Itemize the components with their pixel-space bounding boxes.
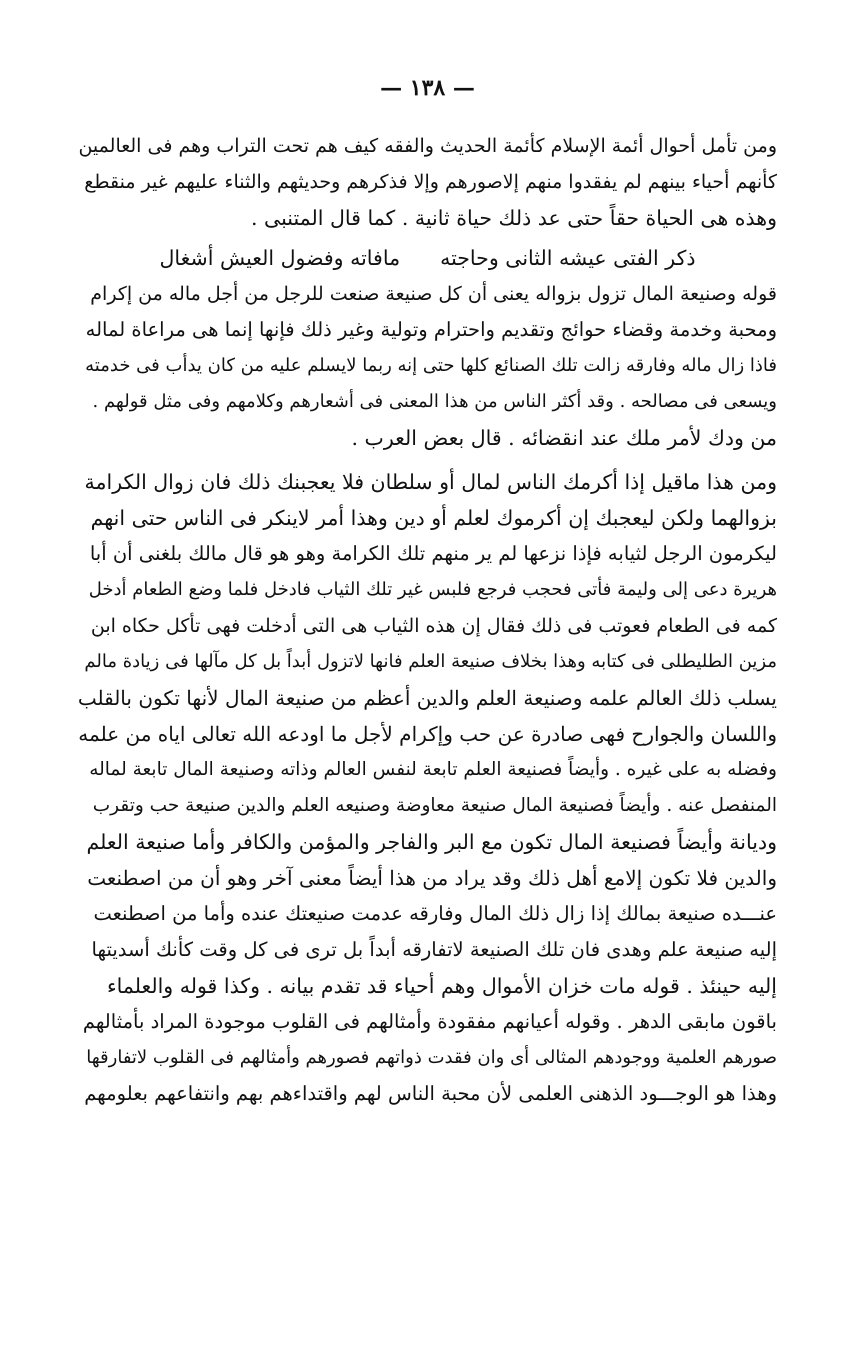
text-line: من ودك لأمر ملك عند انقضائه . قال بعض العرب . (351, 426, 777, 450)
text-line: بزوالهما ولكن ليعجبك إن أكرموك لعلم أو دين وهذا أمر لاينكر فى الناس حتى انهم (90, 506, 777, 530)
text-line: فاذا زال ماله وفارقه زالت تلك الصنائع كلها حتى إنه ربما لايسلم عليه من كان يدأب فى خدمته (85, 355, 777, 376)
text-line: مزين الطليطلى فى كتابه وهذا بخلاف صنيعة العلم فانها لاتزول أبداً بل كل مآلها فى زيادة مالم (84, 651, 777, 672)
text-line: عنـــده صنيعة بمالك إذا زال ذلك المال وفارقه عدمت صنيعتك عنده وأما من اصطنعت (93, 902, 777, 925)
text-line: ومحبة وخدمة وقضاء حوائج وتقديم واحترام وتولية وغير ذلك فإنها إنما هى مراعاة لماله (85, 318, 777, 341)
text-line: وهذا هو الوجـــود الذهنى العلمى لأن محبة الناس لهم واقتداءهم بهم وانتفاعهم بعلومهم (84, 1082, 777, 1105)
verse-hemistich-first: ذكر الفتى عيشه الثانى وحاجته (440, 246, 696, 270)
text-line: ومن تأمل أحوال أئمة الإسلام كأئمة الحديث والفقه كيف هم تحت التراب وهم فى العالمين (78, 135, 777, 157)
text-line: ليكرمون الرجل لثيابه فإذا نزعها لم ير منهم تلك الكرامة وهو هو قال مالك بلغنى أن أبا (89, 542, 777, 565)
page-number: — ١٣٨ — (380, 75, 475, 101)
text-line: يسلب ذلك العالم علمه وصنيعة العلم والدين أعظم من صنيعة المال لأنها تكون بالقلب (78, 686, 777, 710)
paragraph-spacer (78, 456, 777, 464)
text-line: قوله وصنيعة المال تزول بزواله يعنى أن كل صنيعة صنعت للرجل من أجل ماله من إكرام (90, 283, 777, 305)
text-line: وفضله به على غيره . وأيضاً فصنيعة العلم تابعة لنفس العالم وذاته وصنيعة المال تابعة لماله (89, 759, 777, 780)
text-line: كمه فى الطعام فعوتب فى ذلك فقال إن هذه الثياب هى التى أدخلت فهى تأكل حكاه ابن (90, 615, 777, 637)
text-line: والدين فلا تكون إلامع أهل ذلك وقد يراد من هذا أيضاً معنى آخر وهو أن من اصطنعت (87, 866, 777, 890)
paragraph-3 (78, 464, 777, 1112)
paragraph-2 (78, 276, 777, 456)
text-line: وديانة وأيضاً فصنيعة المال تكون مع البر والفاجر والمؤمن والكافر وأما صنيعة العلم (86, 830, 777, 854)
poetry-verse (78, 240, 777, 276)
text-line: صورهم العلمية ووجودهم المثالى أى وان فقدت ذواتهم فصورهم وأمثالهم فى القلوب لاتفارقها (86, 1047, 777, 1068)
text-line: إليه حينئذ . قوله مات خزان الأموال وهم أحياء قد تقدم بيانه . وكذا قوله والعلماء (106, 974, 777, 998)
text-line: إليه صنيعة علم وهدى فان تلك الصنيعة لاتفارقه أبداً بل ترى فى كل وقت كأنك أسديتها (91, 938, 777, 961)
verse-hemistich-second: مافاته وفضول العيش أشغال (159, 246, 401, 270)
text-line: وهذه هى الحياة حقاً حتى عد ذلك حياة ثانية . كما قال المتنبى . (251, 206, 777, 230)
text-line: ويسعى فى مصالحه . وقد أكثر الناس من هذا المعنى فى أشعارهم وكلامهم وفى مثل قولهم . (92, 391, 777, 412)
text-line: كأنهم أحياء بينهم لم يفقدوا منهم إلاصورهم وإلا فذكرهم وحديثهم والثناء عليهم غير منقطع (84, 171, 777, 193)
text-line: المنفصل عنه . وأيضاً فصنيعة المال صنيعة معاوضة وصنيعه العلم والدين صنيعة حب وتقرب (92, 795, 777, 816)
text-line: ومن هذا ماقيل إذا أكرمك الناس لمال أو سلطان فلا يعجبنك ذلك فان زوال الكرامة (84, 470, 777, 494)
text-line: هريرة دعى إلى وليمة فأتى فحجب فرجع فلبس غير تلك الثياب فادخل فلما وضع الطعام أدخل (88, 579, 777, 600)
text-line: واللسان والجوارح فهى صادرة عن حب وإكرام لأجل ما اودعه الله تعالى اياه من علمه (78, 722, 777, 746)
paragraph-1 (78, 128, 777, 236)
text-line: باقون مابقى الدهر . وقوله أعيانهم مفقودة وأمثالهم فى القلوب موجودة المراد بأمثالهم (82, 1010, 777, 1033)
